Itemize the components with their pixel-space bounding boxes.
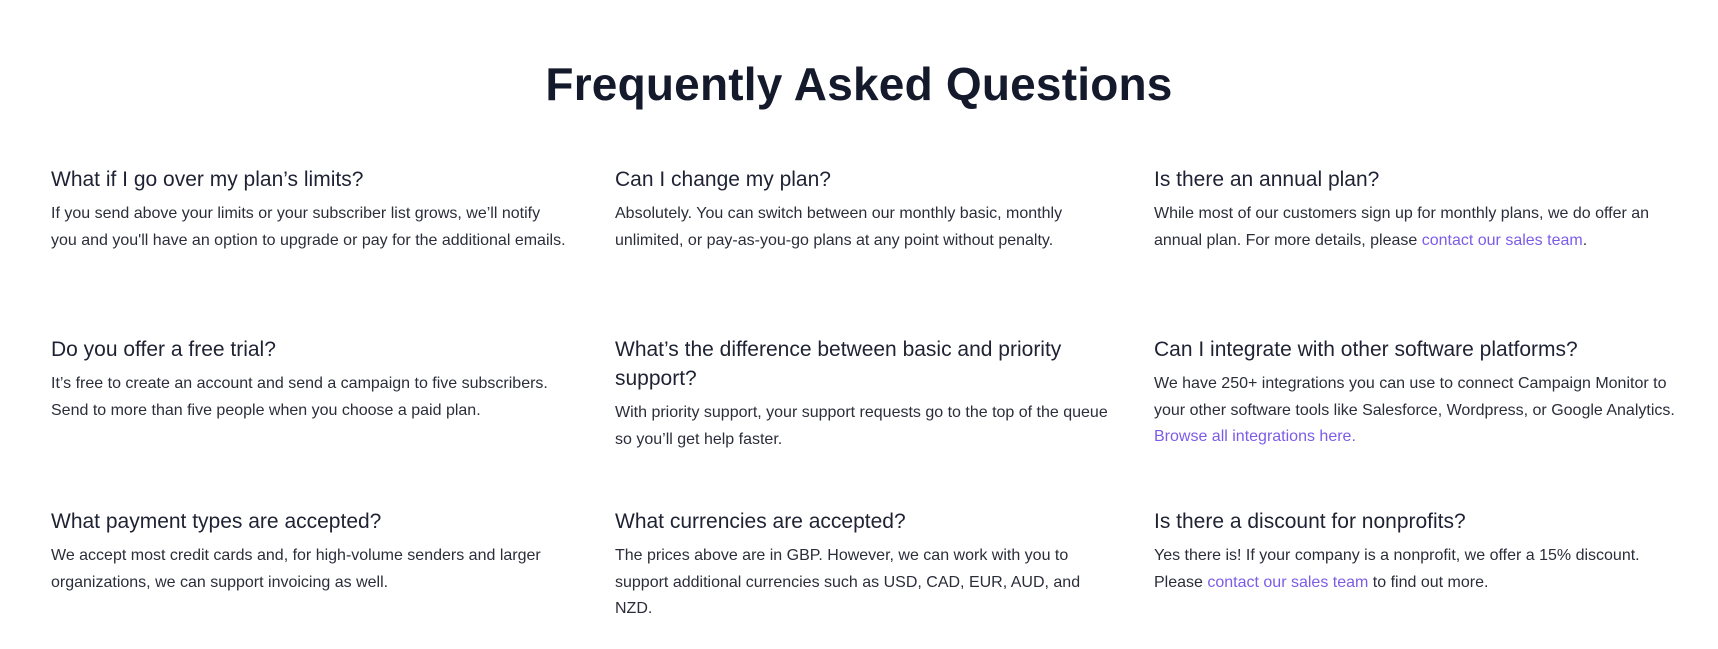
faq-question: What payment types are accepted? — [51, 510, 382, 533]
faq-question: Can I integrate with other software platforms? — [1154, 338, 1578, 361]
faq-answer-text: Yes there is! If your company is a nonprofit, we offer a 15% discount. Please — [1154, 547, 1640, 591]
faq-answer-text: . — [1582, 231, 1588, 249]
contact-sales-link[interactable]: contact our sales team — [1207, 573, 1369, 591]
faq-item-free-trial — [51, 335, 566, 424]
faq-answer-text: We have 250+ integrations you can use to connect Campaign Monitor to your other software tools like Salesforce, Wordpress, or Google Analytics. — [1154, 375, 1675, 419]
contact-sales-link[interactable]: contact our sales team — [1421, 231, 1583, 249]
faq-answer: The prices above are in GBP. However, we can work with you to support additional currencies such as USD, CAD, EUR, AUD, and NZD. — [615, 547, 1081, 617]
faq-answer — [1154, 371, 1679, 451]
faq-item-currencies — [615, 507, 1115, 623]
faq-answer: If you send above your limits or your subscriber list grows, we’ll notify you and you'll have an option to upgrade or pay for the additional emails. — [51, 205, 566, 249]
faq-question: Do you offer a free trial? — [51, 338, 276, 361]
faq-item-change-plan — [615, 165, 1115, 254]
faq-question: What if I go over my plan’s limits? — [51, 168, 364, 191]
faq-answer — [1154, 543, 1679, 596]
faq-item-annual-plan — [1154, 165, 1679, 254]
browse-integrations-link[interactable]: Browse all integrations here. — [1154, 428, 1356, 445]
faq-question: Is there a discount for nonprofits? — [1154, 510, 1466, 533]
faq-item-integrations — [1154, 335, 1679, 451]
faq-item-payment-types — [51, 507, 566, 596]
faq-question: Can I change my plan? — [615, 168, 831, 191]
faq-answer: With priority support, your support requests go to the top of the queue so you’ll get help faster. — [615, 404, 1108, 448]
page-title: Frequently Asked Questions — [545, 58, 1173, 110]
faq-question: Is there an annual plan? — [1154, 168, 1380, 191]
faq-question: What’s the difference between basic and priority support? — [615, 338, 1062, 390]
faq-answer — [1154, 201, 1679, 254]
faq-answer: Absolutely. You can switch between our monthly basic, monthly unlimited, or pay-as-you-go plans at any point without penalty. — [615, 205, 1063, 249]
faq-item-nonprofit-discount — [1154, 507, 1679, 596]
faq-item-priority-support — [615, 335, 1115, 453]
faq-item-plan-limits — [51, 165, 566, 254]
faq-answer: It’s free to create an account and send a campaign to five subscribers. Send to more than five people when you choose a paid plan. — [51, 375, 548, 419]
faq-answer-text: While most of our customers sign up for monthly plans, we do offer an annual plan. For more details, please — [1154, 205, 1650, 249]
faq-question: What currencies are accepted? — [615, 510, 906, 533]
faq-answer: We accept most credit cards and, for high-volume senders and larger organizations, we can support invoicing as well. — [51, 547, 541, 591]
faq-answer-text: to find out more. — [1368, 573, 1489, 591]
